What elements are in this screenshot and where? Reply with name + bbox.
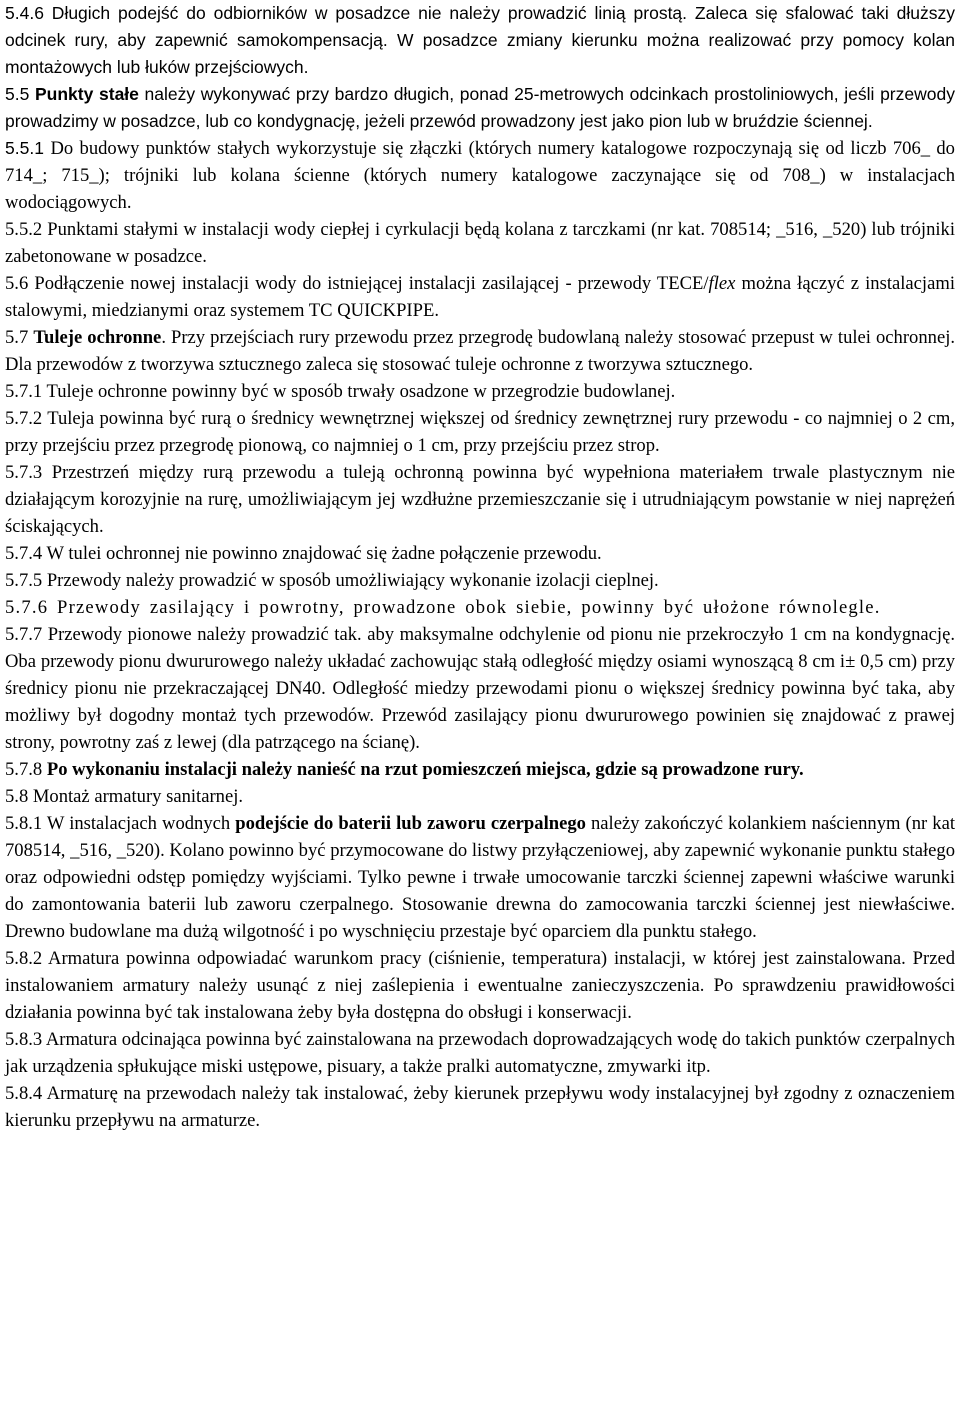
text-run: W posadzce zmiany kierunku można realizować przy pomocy kolan montażowych lub łuków przejściowych.	[5, 30, 955, 77]
paragraph-5-7	[5, 324, 955, 378]
text-run: można łączyć z instalacjami stalowymi, miedzianymi oraz systemem TC QUICKPIPE.	[5, 273, 955, 321]
text-run: 5.7.5 Przewody należy prowadzić w sposób umożliwiający wykonanie izolacji cieplnej.	[5, 570, 659, 591]
paragraph-5-8-3	[5, 1026, 955, 1080]
paragraph-5-8-4	[5, 1080, 955, 1134]
paragraph-5-5-1	[5, 135, 955, 216]
paragraph-5-7-7	[5, 621, 955, 756]
paragraph-5-7-6	[5, 594, 955, 621]
bold-text: Po wykonaniu instalacji należy nanieść na rzut pomieszczeń miejsca, gdzie są prowadzone rury.	[46, 759, 804, 780]
text-run: 5.8.4 Armaturę na przewodach należy tak instalować, żeby kierunek przepływu wody instalacyjnej był zgodny z oznaczeniem kierunku przepływu na armaturze.	[5, 1083, 955, 1131]
text-run: 5.5.1	[5, 138, 51, 158]
bold-text: Punkty stałe	[35, 84, 139, 104]
text-run: 5.8.2 Armatura powinna odpowiadać warunkom pracy (ciśnienie, temperatura) instalacji, w której jest zainstalowana. Przed instalowaniem armatury należy usunąć z niej zaślepienia i ewentualne zanieczyszczenia. Po sprawdzeniu prawidłowości działania powinna być tak instalowana żeby była dostępna do obsługi i konserwacji.	[5, 948, 955, 1023]
text-run: . Przy przejściach rury przewodu przez przegrodę budowlaną należy stosować przepust w tulei ochronnej. Dla przewodów z tworzywa sztucznego zaleca się stosować tuleje ochronne z tworzywa sztucznego.	[5, 327, 956, 375]
text-run: 5.7.3 Przestrzeń między rurą przewodu a tuleją ochronną powinna być wypełniona materiałem trwale plastycznym nie działającym korozyjnie na rurę, umożliwiającym jej wzdłużne przemieszczanie się i utrudniającym powstanie w niej naprężeń ściskających.	[5, 462, 955, 537]
text-run: 5.7.2 Tuleja powinna być rurą o średnicy wewnętrznej większej od średnicy zewnętrznej rury przewodu - co najmniej o 2 cm, przy przejściu przez przegrodę pionową, co najmniej o 1 cm, przy przejściu przez strop.	[5, 408, 955, 456]
paragraph-5-6	[5, 270, 955, 324]
bold-text: podejście do baterii lub zaworu czerpalnego	[235, 813, 586, 834]
text-run: 5.6 Podłączenie nowej instalacji wody do istniejącej instalacji zasilającej - przewody TECE/	[5, 273, 709, 294]
text-run: 5.4.6 Długich podejść do odbiorników w posadzce nie należy prowadzić linią prostą. Zaleca się sfalować taki dłuższy odcinek rury, aby zapewnić samokompensacją.	[5, 3, 955, 50]
paragraph-5-5	[5, 81, 955, 135]
text-run: 5.7.8	[5, 759, 47, 780]
paragraph-5-7-2	[5, 405, 955, 459]
text-run: należy wykonywać przy bardzo długich, ponad 25-metrowych odcinkach prostoliniowych, jeśli przewody prowadzimy w posadzce, lub co kondygnację, jeżeli przewód prowadzony jest jako pion lub w bruździe ściennej.	[5, 84, 955, 131]
text-run: 5.7.1 Tuleje ochronne powinny być w sposób trwały osadzone w przegrodzie budowlanej.	[5, 381, 676, 402]
text-run: 5.8.1 W instalacjach wodnych	[5, 813, 236, 834]
text-run: 5.7.7 Przewody pionowe należy prowadzić tak. aby maksymalne odchylenie od pionu nie przekroczyło 1 cm na kondygnację. Oba przewody pionu dwururowego należy układać zachowując stałą odległość między osiami wynoszącą 8 cm i± 0,5 cm) przy średnicy pionu nie przekraczającej DN40. Odległość miedzy przewodami pionu o większej średnicy powinna być taka, aby możliwy był dogodny montaż tych przewodów. Przewód zasilający pionu dwururowego powinien się znajdować z prawej strony, powrotny zaś z lewej (dla patrzącego na ścianę).	[5, 624, 955, 753]
text-run: 5.5.2 Punktami stałymi w instalacji wody ciepłej i cyrkulacji będą kolana z tarczkami (nr kat. 708514; _516, _520) lub trójniki zabetonowane w posadzce.	[5, 219, 955, 267]
text-run: 5.8 Montaż armatury sanitarnej.	[5, 786, 244, 807]
text-run: Do budowy punktów stałych wykorzystuje się złączki (których numery katalogowe rozpoczynają się od liczb 706_ do 714_; 715_); trójniki lub kolana ścienne (których numery katalogowe zaczynające się od 708_) w instalacjach wodociągowych.	[5, 138, 955, 213]
paragraph-5-7-3	[5, 459, 955, 540]
paragraph-5-8	[5, 783, 955, 810]
text-run: 5.7.4 W tulei ochronnej nie powinno znajdować się żadne połączenie przewodu.	[5, 543, 602, 564]
italic-text: flex	[708, 273, 736, 294]
paragraph-5-5-2	[5, 216, 955, 270]
paragraph-5-8-1	[5, 810, 955, 945]
text-run: należy zakończyć kolankiem naściennym (nr kat 708514, _516, _520). Kolano powinno być przymocowane do listwy przyłączeniowej, aby zapewnić wykonanie punktu stałego oraz odpowiedni odstęp pomiędzy wyjściami. Tylko pewne i trwałe umocowanie tarczki ściennej zapewni właściwe warunki do zamontowania baterii lub zaworu czerpalnego. Stosowanie drewna do zamocowania tarczki ściennej jest niewłaściwe. Drewno budowlane ma dużą wilgotność i po wyschnięciu przestaje być oparciem dla punktu stałego.	[5, 813, 955, 942]
paragraph-5-8-2	[5, 945, 955, 1026]
text-run: 5.8.3 Armatura odcinająca powinna być zainstalowana na przewodach doprowadzających wodę do takich punktów czerpalnych jak urządzenia spłukujące miski ustępowe, pisuary, a także pralki automatyczne, zmywarki itp.	[5, 1029, 955, 1077]
paragraph-5-7-4	[5, 540, 955, 567]
text-run: 5.5	[5, 84, 35, 104]
paragraph-5-7-1	[5, 378, 955, 405]
paragraph-5-4-6	[5, 0, 955, 81]
paragraph-5-7-8	[5, 756, 955, 783]
paragraph-5-7-5	[5, 567, 955, 594]
text-run: 5.7	[5, 327, 34, 348]
bold-text: Tuleje ochronne	[33, 327, 162, 348]
document-body	[5, 0, 955, 1134]
text-run: 5.7.6 Przewody zasilający i powrotny, prowadzone obok siebie, powinny być ułożone równolegle.	[5, 597, 881, 618]
